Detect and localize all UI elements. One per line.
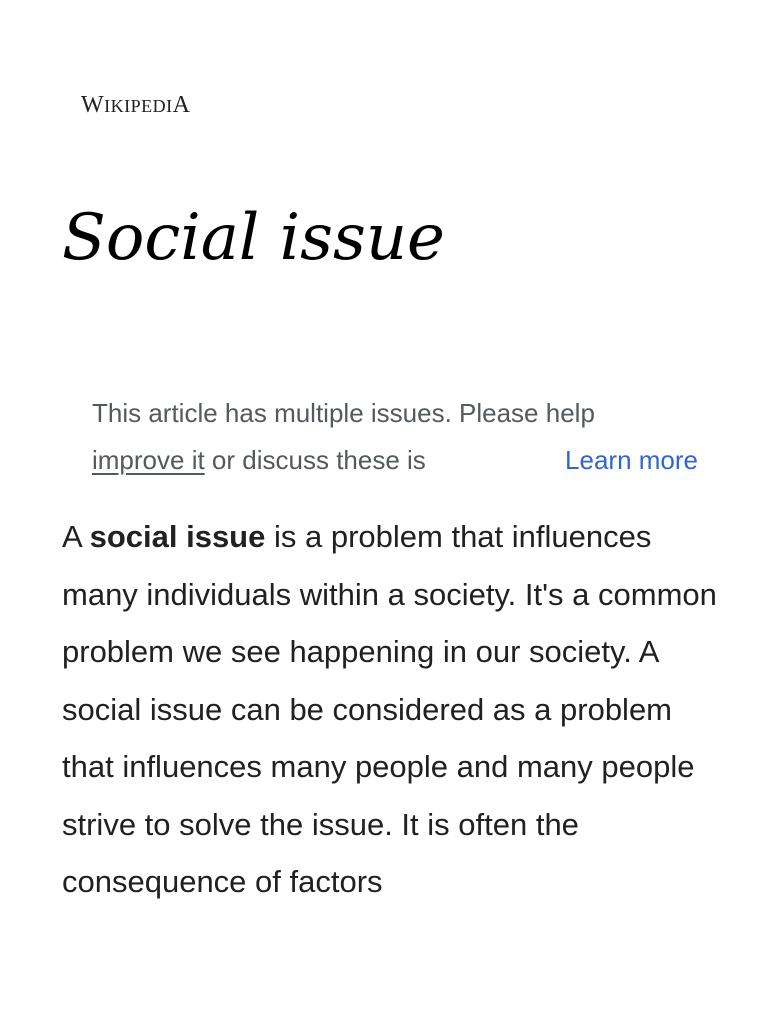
wordmark-letter-last: A [172,92,191,118]
improve-it-link[interactable]: improve it [92,445,205,475]
wordmark-letter-first: W [81,92,105,118]
page-title: Social issue [62,201,445,275]
wordmark-letters-middle: IKIPEDI [104,96,173,116]
learn-more-link[interactable]: Learn more [565,445,698,475]
notice-line-2-text: or discuss these is [204,445,426,475]
lead-paragraph [62,508,722,911]
wikipedia-wordmark-logo[interactable] [81,90,191,121]
lead-term: social issue [89,519,266,554]
issues-notice[interactable] [92,390,702,486]
lead-prefix: A [62,519,90,554]
lead-text: is a problem that influences many individuals within a society. It's a common problem we see happening in our society. A social issue can be considered as a problem that influences many people and many people strive to solve the issue. It is often the consequence of factors [62,519,717,899]
notice-line-1: This article has multiple issues. Please help [92,398,595,428]
